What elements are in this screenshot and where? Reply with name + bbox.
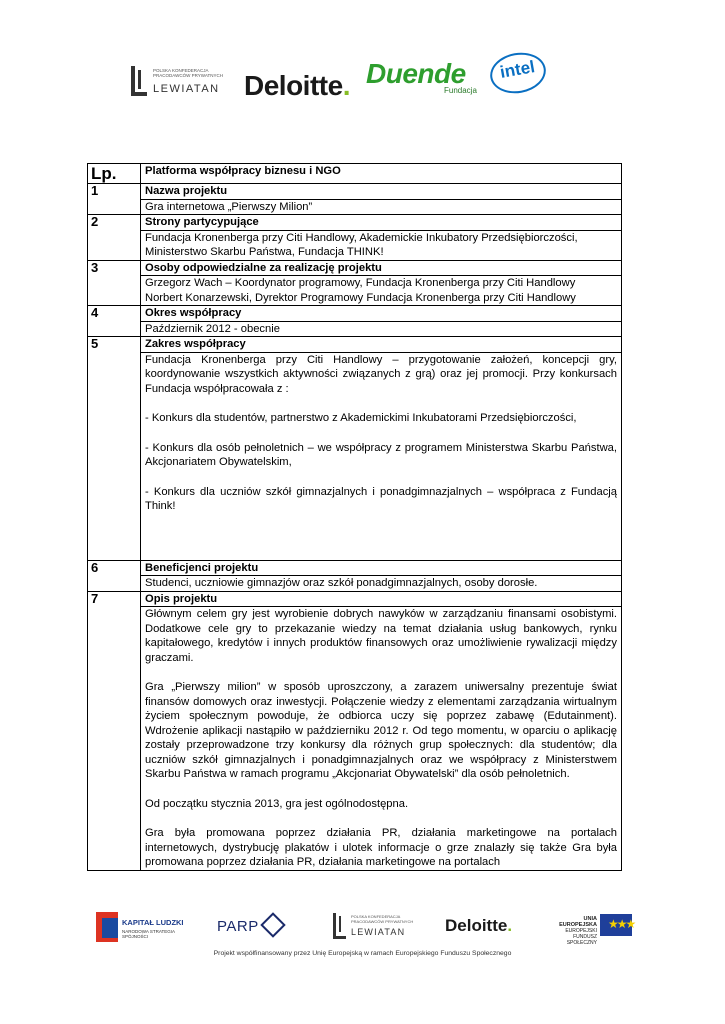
section-content: Gra internetowa „Pierwszy Milion” — [141, 199, 622, 215]
section-row — [88, 306, 622, 322]
section-row — [88, 337, 622, 353]
content-paragraph: Od początku stycznia 2013, gra jest ogólnodostępna. — [145, 797, 409, 810]
content-paragraph: Fundacja Kronenberga przy Citi Handlowy – przygotowanie założeń, koncepcji gry, koordynowanie wszystkich aktywności związanych z grą) oraz jej promocji. Przy konkursach Fundacja współpracowała z : — [145, 353, 617, 395]
content-paragraph: - Konkurs dla uczniów szkół gimnazjalnych i ponadgimnazjalnych – współpraca z Fundacją Think! — [145, 485, 617, 512]
section-row — [88, 591, 622, 607]
kapital-ludzki-text: KAPITAŁ LUDZKI — [122, 918, 184, 927]
section-label: Beneficjenci projektu — [141, 560, 622, 576]
project-table — [87, 163, 622, 871]
content-paragraph: Głównym celem gry jest wyrobienie dobrych nawyków w zarządzaniu finansami osobistymi. Dodatkowe cele gry to przekazanie wiedzy na temat działania usług bankowych, rynku kapitałowego, kredytów i innych produktów finansowych oraz umożliwienie rywalizacji między graczami. — [145, 608, 617, 664]
section-content — [141, 276, 622, 306]
section-number: 5 — [88, 337, 141, 561]
eu-text: UNIA EUROPEJSKA EUROPEJSKI FUNDUSZ SPOŁECZNY — [559, 916, 597, 946]
kapital-ludzki-logo — [96, 912, 186, 946]
content-line: Grzegorz Wach – Koordynator programowy, Fundacja Kronenberga przy Citi Handlowy — [145, 277, 576, 289]
section-number: 1 — [88, 184, 141, 215]
table-header-row — [88, 164, 622, 184]
projekt-footer-text: Projekt współfinansowany przez Unię Europejską w ramach Europejskiego Funduszu Społecznego — [213, 950, 512, 957]
content-paragraph: Gra „Pierwszy milion” w sposób uproszczony, a zarazem uniwersalny prezentuje świat finansów domowych oraz inwestycji. Połączenie wiedzy z elementami zarządzania wirtualnym życiem społecznym powoduje, że odbiorca uczy się poprzez zabawę (Edutainment). Wdrożenie aplikacji nastąpiło w październiku 2012 r. Od tego momentu, w oparciu o aplikację zostały przeprowadzone trzy konkursy dla różnych grup społecznych: dla studentów; dla uczniów szkół gimnazjalnych i ponadgimnazjalnych oraz we współpracy z Ministerstwem Skarbu Państwa w ramach programu „Akcjonariat Obywatelski” dla osób pełnoletnich. — [145, 681, 617, 780]
lewiatan-text: LEWIATAN — [153, 83, 220, 95]
table-title: Platforma współpracy biznesu i NGO — [141, 164, 622, 184]
section-label: Osoby odpowiedzialne za realizację projektu — [141, 260, 622, 276]
eu-flag-icon: ★★★ — [600, 914, 632, 936]
section-number: 7 — [88, 591, 141, 870]
section-number: 6 — [88, 560, 141, 591]
content-paragraph: Gra była promowana poprzez działania PR, działania marketingowe na portalach internetowych, dystrybucję plakatów i ulotek informacje o grze znalazły się także Gra była promowana poprzez działania PR, działania marketingowe na portalach — [145, 827, 617, 868]
lp-header: Lp. — [88, 164, 141, 184]
lewiatan-small-text: POLSKA KONFEDERACJA PRACODAWCÓW PRYWATNYCH — [153, 68, 224, 78]
lewiatan-logo — [131, 66, 231, 100]
section-row — [88, 184, 622, 200]
footer-lewiatan-text: LEWIATAN — [351, 927, 406, 937]
section-number: 2 — [88, 215, 141, 261]
section-row — [88, 260, 622, 276]
deloitte-logo: Deloitte. — [244, 70, 350, 101]
footer-lewiatan-small-text: POLSKA KONFEDERACJA PRACODAWCÓW PRYWATNYCH — [351, 914, 414, 924]
section-number: 3 — [88, 260, 141, 306]
content-paragraph: - Konkurs dla studentów, partnerstwo z Akademickimi Inkubatorami Przedsiębiorczości, — [145, 412, 577, 424]
duende-logo: Duende — [366, 58, 466, 89]
kapital-ludzki-subtext: NARODOWA STRATEGIA SPÓJNOŚCI — [122, 929, 175, 939]
section-label: Okres współpracy — [141, 306, 622, 322]
section-label: Zakres współpracy — [141, 337, 622, 353]
section-row — [88, 560, 622, 576]
footer-deloitte-logo: Deloitte. — [445, 916, 513, 935]
section-content: Październik 2012 - obecnie — [141, 321, 622, 337]
intel-logo: intel — [487, 48, 549, 97]
section-content — [141, 352, 622, 560]
section-label: Nazwa projektu — [141, 184, 622, 200]
section-content: Fundacja Kronenberga przy Citi Handlowy, Akademickie Inkubatory Przedsiębiorczości, Ministerstwo Skarbu Państwa, Fundacja THINK! — [141, 230, 622, 260]
content-paragraph: - Konkurs dla osób pełnoletnich – we współpracy z programem Ministerstwa Skarbu Państwa, Akcjonariatem Obywatelskim, — [145, 441, 617, 468]
footer-lewiatan-logo — [333, 913, 433, 943]
content-line: Norbert Konarzewski, Dyrektor Programowy Fundacja Kronenberga przy Citi Handlowy — [145, 291, 576, 304]
section-row — [88, 215, 622, 231]
section-content: Studenci, uczniowie gimnazjów oraz szkół ponadgimnazjalnych, osoby dorosłe. — [141, 576, 622, 592]
parp-logo: PARP — [217, 918, 259, 935]
duende-fundacja-text: Fundacja — [444, 86, 477, 95]
section-label: Strony partycypujące — [141, 215, 622, 231]
section-number: 4 — [88, 306, 141, 337]
section-label: Opis projektu — [141, 591, 622, 607]
section-content — [141, 607, 622, 871]
parp-icon — [260, 912, 285, 937]
